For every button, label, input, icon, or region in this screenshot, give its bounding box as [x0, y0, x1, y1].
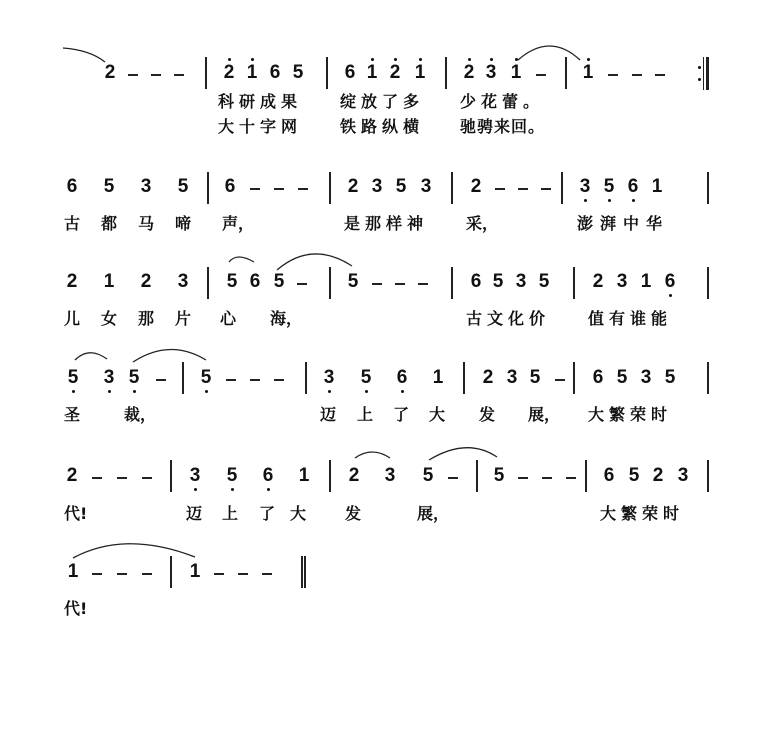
note: 5	[492, 271, 504, 292]
lyric: 裁，	[124, 405, 157, 424]
note: 5	[225, 466, 239, 486]
note: 3	[515, 271, 527, 292]
note: 3	[177, 271, 189, 292]
note: 6	[224, 176, 236, 197]
note: 5	[226, 271, 238, 292]
dash	[555, 379, 565, 381]
barline	[329, 172, 331, 204]
dash	[151, 74, 161, 76]
lyric: 是那样神	[344, 214, 429, 233]
barline	[565, 57, 567, 89]
dash	[274, 379, 284, 381]
note: 5	[493, 465, 505, 486]
note: 1	[67, 561, 79, 582]
lyric: 科研成果	[218, 92, 303, 111]
note: 2	[470, 176, 482, 197]
lyric: 上	[357, 405, 374, 424]
note: 5	[103, 176, 115, 197]
note: 2	[347, 176, 359, 197]
note: 1	[365, 63, 379, 83]
note: 2	[592, 271, 604, 292]
dash	[117, 573, 127, 575]
dash	[495, 188, 505, 190]
barline	[707, 362, 709, 394]
lyric: 值有谁能	[588, 309, 673, 328]
note: 1	[581, 63, 595, 83]
note: 3	[677, 465, 689, 486]
barline	[476, 460, 478, 492]
note: 3	[420, 176, 432, 197]
note: 3	[616, 271, 628, 292]
dash	[214, 573, 224, 575]
barline	[329, 267, 331, 299]
note: 2	[140, 271, 152, 292]
note: 1	[509, 63, 523, 83]
lyric: 圣	[64, 405, 81, 424]
note: 5	[359, 368, 373, 388]
barline	[326, 57, 328, 89]
dash	[117, 477, 127, 479]
note: 5	[177, 176, 189, 197]
dash	[541, 188, 551, 190]
lyric: 心	[220, 309, 237, 328]
note: 2	[66, 271, 78, 292]
note: 2	[222, 63, 236, 83]
note: 3	[188, 466, 202, 486]
lyric: 代!	[64, 504, 88, 523]
note: 1	[651, 176, 663, 197]
lyric: 上	[222, 504, 239, 523]
lyric: 展，	[417, 504, 450, 523]
barline	[707, 267, 709, 299]
note: 3	[484, 63, 498, 83]
lyric: 大繁荣时	[588, 405, 673, 424]
note: 5	[422, 465, 434, 486]
note: 5	[273, 271, 285, 292]
barline	[707, 460, 709, 492]
note: 5	[347, 271, 359, 292]
note: 5	[664, 367, 676, 388]
lyric: 发	[345, 504, 362, 523]
note: 1	[245, 63, 259, 83]
dash	[250, 379, 260, 381]
lyric: 片	[175, 309, 192, 328]
lyric: 都	[101, 214, 118, 233]
barline	[573, 267, 575, 299]
barline	[170, 460, 172, 492]
barline	[451, 267, 453, 299]
barline	[207, 267, 209, 299]
lyric: 了	[393, 405, 410, 424]
dash	[250, 188, 260, 190]
note: 1	[298, 465, 310, 486]
dash	[238, 573, 248, 575]
lyric: 代!	[64, 599, 88, 618]
note: 1	[432, 367, 444, 388]
lyric: 马	[138, 214, 155, 233]
dash	[297, 283, 307, 285]
note: 6	[66, 176, 78, 197]
note: 1	[103, 271, 115, 292]
note: 2	[462, 63, 476, 83]
lyric: 那	[138, 309, 155, 328]
lyric: 澎湃中华	[577, 214, 670, 233]
note: 2	[66, 465, 78, 486]
lyric: 海，	[270, 309, 303, 328]
lyric: 了	[259, 504, 276, 523]
note: 6	[603, 465, 615, 486]
note: 3	[384, 465, 396, 486]
dash	[566, 477, 576, 479]
dash	[608, 74, 618, 76]
note: 1	[413, 63, 427, 83]
note: 2	[652, 465, 664, 486]
lyric: 采，	[466, 214, 499, 233]
dash	[395, 283, 405, 285]
dash	[372, 283, 382, 285]
note: 3	[371, 176, 383, 197]
note: 2	[388, 63, 402, 83]
lyric: 大十字网	[218, 117, 303, 136]
dash	[142, 573, 152, 575]
note: 5	[292, 62, 304, 83]
barline	[329, 460, 331, 492]
dash	[518, 188, 528, 190]
lyric: 大繁荣时	[600, 504, 685, 523]
dash	[92, 573, 102, 575]
lyric: 少花蕾。	[460, 92, 545, 111]
note: 5	[395, 176, 407, 197]
note: 5	[628, 465, 640, 486]
note: 3	[140, 176, 152, 197]
note: 6	[395, 368, 409, 388]
dash	[298, 188, 308, 190]
note: 6	[626, 177, 640, 197]
dash	[655, 74, 665, 76]
note: 1	[640, 271, 652, 292]
barline	[451, 172, 453, 204]
dash	[274, 188, 284, 190]
dash	[518, 477, 528, 479]
note: 5	[538, 271, 550, 292]
dash	[142, 477, 152, 479]
lyric: 大	[429, 405, 446, 424]
dash	[418, 283, 428, 285]
note: 6	[344, 62, 356, 83]
note: 2	[482, 367, 494, 388]
lyric: 迈	[320, 405, 337, 424]
lyric: 大	[290, 504, 307, 523]
dash	[262, 573, 272, 575]
barline	[205, 57, 207, 89]
barline	[561, 172, 563, 204]
note: 6	[592, 367, 604, 388]
lyric: 儿	[64, 309, 81, 328]
lyric: 展，	[528, 405, 561, 424]
note: 5	[529, 367, 541, 388]
note: 6	[269, 62, 281, 83]
barline	[445, 57, 447, 89]
barline	[707, 172, 709, 204]
barline	[170, 556, 172, 588]
lyric: 迈	[186, 504, 203, 523]
lyric: 驰骋来回。	[460, 117, 546, 136]
note: 5	[602, 177, 616, 197]
barline	[573, 362, 575, 394]
barline	[207, 172, 209, 204]
note: 3	[640, 367, 652, 388]
note: 5	[199, 368, 213, 388]
lyric: 古	[64, 214, 81, 233]
note: 3	[322, 368, 336, 388]
lyric: 绽放了多	[340, 92, 425, 111]
lyric: 声，	[222, 214, 255, 233]
barline	[305, 362, 307, 394]
lyric: 古文化价	[466, 309, 551, 328]
barline	[182, 362, 184, 394]
note: 3	[578, 177, 592, 197]
barline	[463, 362, 465, 394]
dash	[448, 477, 458, 479]
dash	[632, 74, 642, 76]
dash	[156, 379, 166, 381]
note: 6	[663, 272, 677, 292]
note: 6	[470, 271, 482, 292]
dash	[226, 379, 236, 381]
note: 3	[506, 367, 518, 388]
lyric: 发	[479, 405, 496, 424]
dash	[128, 74, 138, 76]
note: 2	[104, 62, 116, 83]
lyric: 铁路纵横	[340, 117, 425, 136]
dash	[92, 477, 102, 479]
note: 3	[102, 368, 116, 388]
lyric: 啼	[175, 214, 192, 233]
lyric: 女	[101, 309, 118, 328]
barline	[585, 460, 587, 492]
note: 6	[261, 466, 275, 486]
note: 1	[189, 561, 201, 582]
dash	[174, 74, 184, 76]
dash	[536, 74, 546, 76]
note: 5	[66, 368, 80, 388]
note: 6	[249, 271, 261, 292]
note: 5	[127, 368, 141, 388]
dash	[542, 477, 552, 479]
note: 2	[348, 465, 360, 486]
note: 5	[616, 367, 628, 388]
